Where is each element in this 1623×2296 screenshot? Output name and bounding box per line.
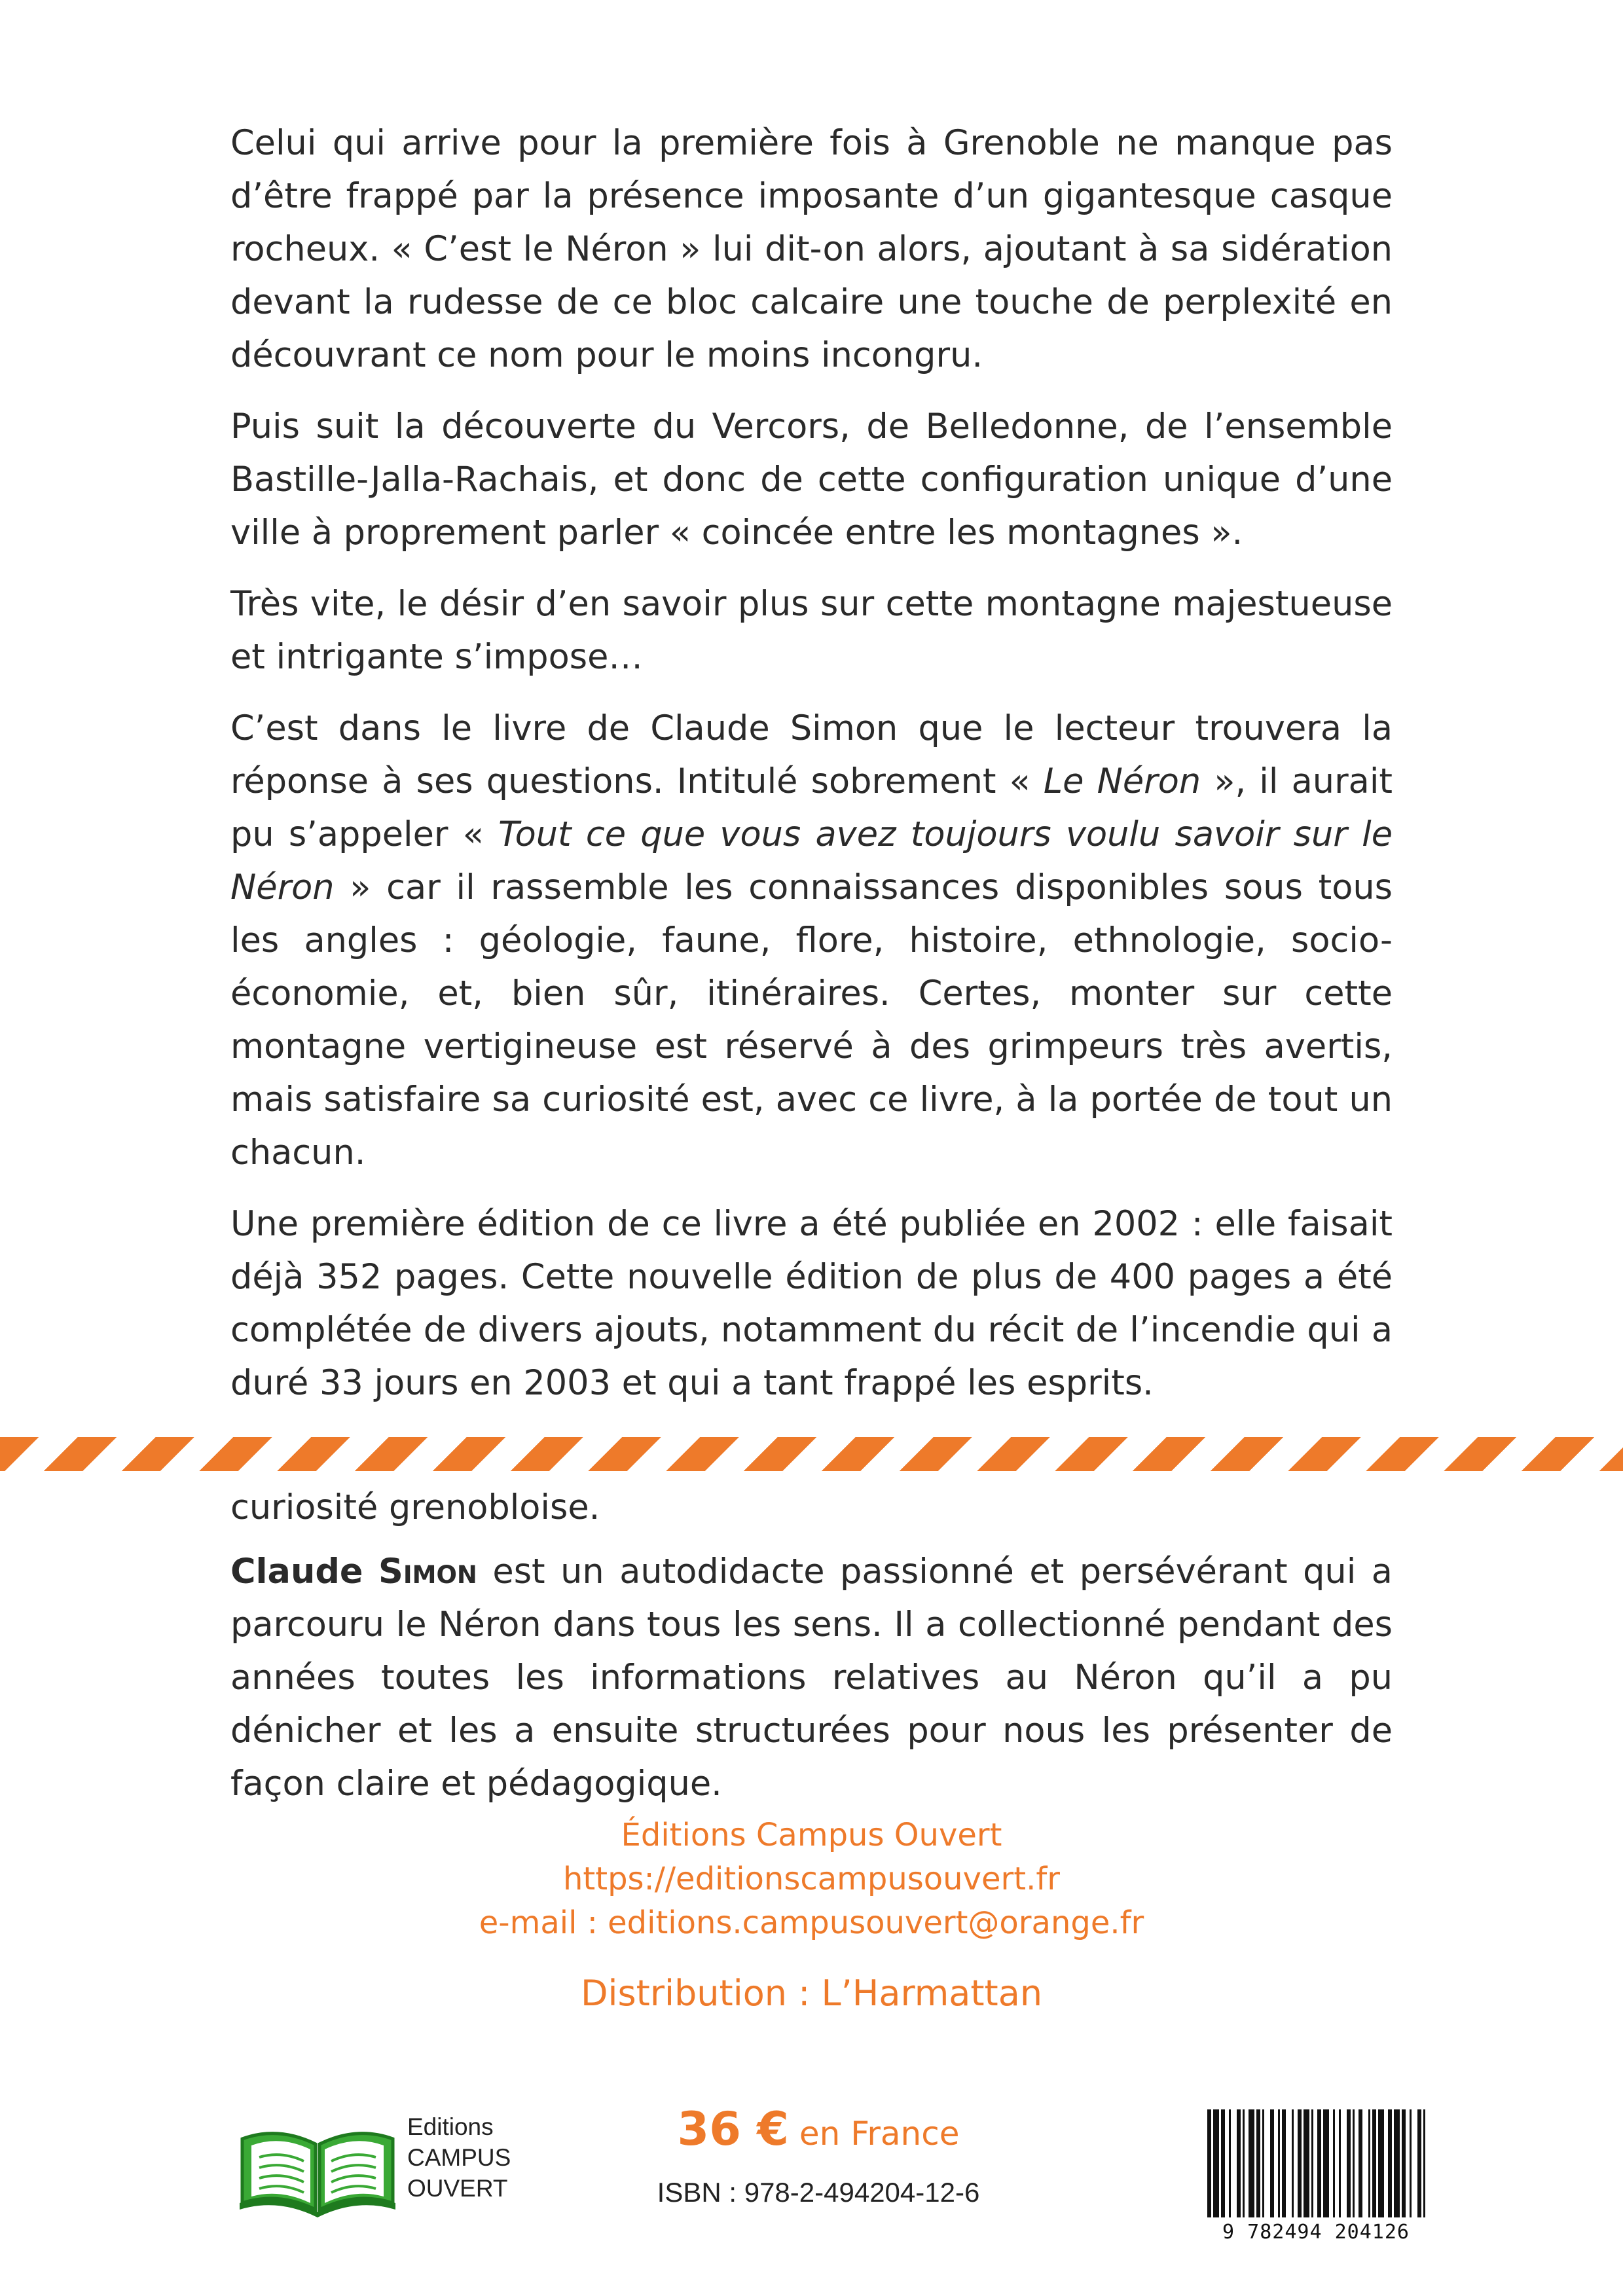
logo-line-campus: CAMPUS [407,2144,511,2171]
author-bio-text: est un autodidacte passionné et persévérant qui a parcouru le Néron dans tous les sens. Il a collectionné pendant des années toutes les informations relatives au Néron qu’il a pu dénicher et les a ensuite structurées pour nous les présenter de façon claire et pédagogique. [230,1552,1393,1804]
barcode-bars [1205,2109,1427,2221]
distribution-line: Distribution : L’Harmattan [580,1973,1043,2014]
publisher-url: https://editionscampusouvert.fr [563,1861,1060,1897]
logo-text [407,2111,511,2204]
summary-p4-part-a: C’est dans le livre de Claude Simon que le lecteur trouvera la réponse à ses questions. Intitulé sobrement « [230,708,1393,801]
summary-paragraph-3: Très vite, le désir d’en savoir plus sur cette montagne majestueuse et intrigante s’impose… [230,584,1393,677]
publisher-logo [236,2111,511,2223]
summary-paragraph-5: Une première édition de ce livre a été publiée en 2002 : elle faisait déjà 352 pages. Cette nouvelle édition de plus de 400 pages a été complétée de divers ajouts, notamment du récit de l’incendie qui a duré 33 jours en 2003 et qui a tant frappé les esprits. [230,1204,1393,1403]
alternative-title: Tout ce que vous avez toujours voulu savoir sur le Néron [230,814,1393,907]
book-title: Le Néron [1043,761,1201,801]
price-suffix: en France [789,2115,960,2153]
summary-p4-part-b: », il aurait pu s’appeler « [230,761,1393,854]
summary-paragraph-4 [230,702,1393,1179]
publisher-name: Éditions Campus Ouvert [621,1817,1002,1853]
barcode [1192,2109,1427,2244]
price-label [655,2103,982,2160]
summary-paragraph-6: curiosité grenobloise. [230,1487,600,1527]
isbn-number: ISBN : 978-2-494204-12-6 [657,2177,980,2208]
summary-p4-part-c: » car il rassemble les connaissances disponibles sous tous les angles : géologie, faune, flore, histoire, ethnologie, socio-économie, et, bien sûr, itinéraires. Certes, monter sur cette montagne vertigineuse est réservé à des grimpeurs très avertis, mais satisfaire sa curiosité est, avec ce livre, à la portée de tout un chacun. [230,867,1393,1173]
publisher-info [230,1813,1393,2020]
author-bio [230,1545,1393,1810]
summary-paragraph-2: Puis suit la découverte du Vercors, de Belledonne, de l’ensemble Bastille-Jalla-Rachais, et donc de cette configuration unique d’une ville à proprement parler « coincée entre les montagnes ». [230,407,1393,553]
orange-stripe-divider [0,1437,1623,1471]
open-book-icon [236,2126,399,2217]
logo-line-ouvert: OUVERT [407,2175,508,2202]
barcode-number: 9 782494 204126 [1222,2221,1410,2244]
logo-line-editions: Editions [407,2113,494,2140]
author-last-name: Simon [378,1552,477,1592]
publisher-email: e-mail : editions.campusouvert@orange.fr [479,1904,1144,1941]
summary-paragraph-1: Celui qui arrive pour la première fois à Grenoble ne manque pas d’être frappé par la présence imposante d’un gigantesque casque rocheux. « C’est le Néron » lui dit-on alors, ajoutant à sa sidération devant la rudesse de ce bloc calcaire une touche de perplexité en découvrant ce nom pour le moins incongru. [230,123,1393,375]
price-amount: 36 € [677,2102,789,2156]
author-first-name: Claude [230,1552,363,1592]
back-cover-summary [230,117,1393,1534]
